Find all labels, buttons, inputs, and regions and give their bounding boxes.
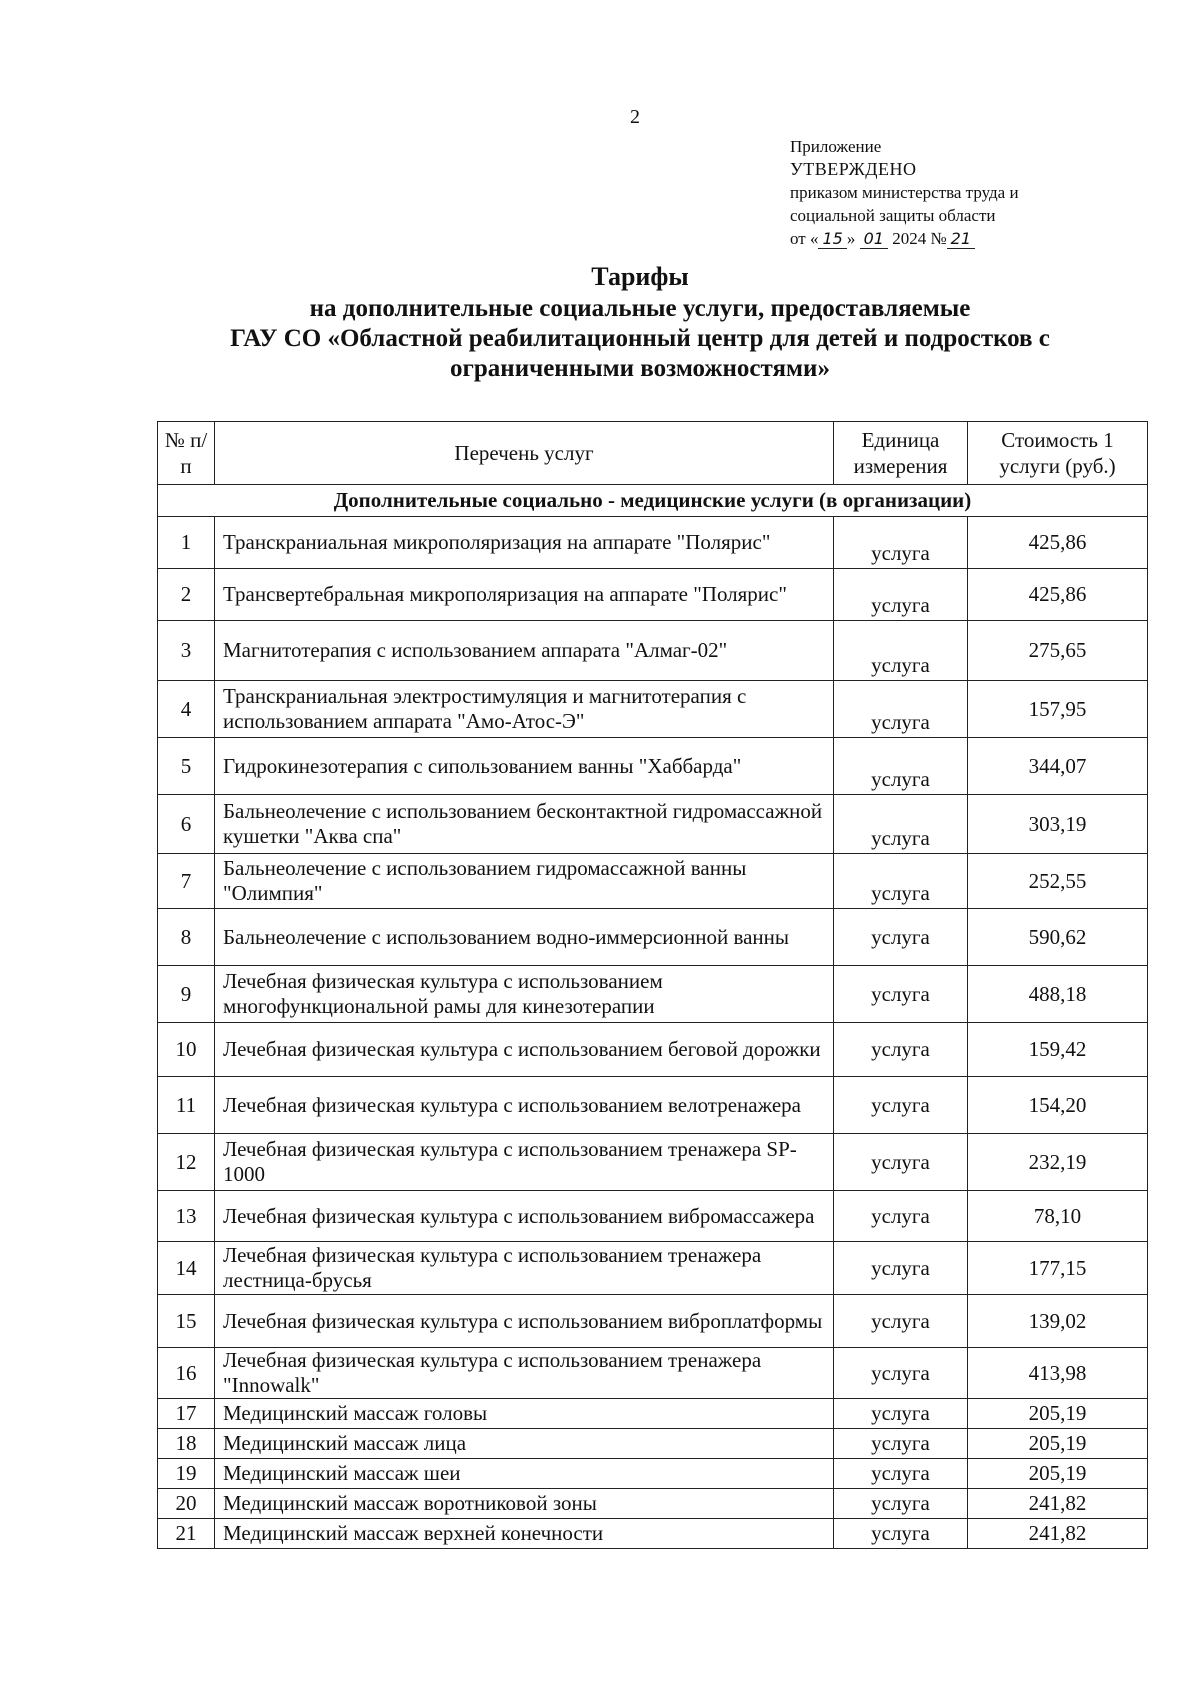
row-service-name: Лечебная физическая культура с использованием тренажера лестница-брусья <box>215 1242 834 1295</box>
row-cost: 488,18 <box>968 966 1148 1023</box>
row-num: 20 <box>158 1489 215 1519</box>
title-main: Тарифы <box>591 262 689 291</box>
date-prefix: от « <box>790 229 819 248</box>
row-unit: услуга <box>834 1399 968 1429</box>
row-cost: 159,42 <box>968 1023 1148 1077</box>
row-cost: 275,65 <box>968 621 1148 681</box>
row-cost: 241,82 <box>968 1489 1148 1519</box>
table-row <box>158 1023 1148 1077</box>
row-service-name: Транскраниальная электростимуляция и магнитотерапия с использованием аппарата "Амо-Атос-Э" <box>215 681 834 738</box>
row-service-name: Транскраниальная микрополяризация на аппарате "Полярис" <box>215 517 834 569</box>
row-service-name: Медицинский массаж воротниковой зоны <box>215 1489 834 1519</box>
table-row <box>158 1489 1148 1519</box>
row-unit: услуга <box>834 1023 968 1077</box>
table-row <box>158 1399 1148 1429</box>
row-unit: услуга <box>834 966 968 1023</box>
row-num: 11 <box>158 1077 215 1134</box>
row-cost: 232,19 <box>968 1134 1148 1191</box>
row-num: 14 <box>158 1242 215 1295</box>
table-row <box>158 854 1148 909</box>
table-row <box>158 1242 1148 1295</box>
row-service-name: Лечебная физическая культура с использованием беговой дорожки <box>215 1023 834 1077</box>
row-unit: услуга <box>834 1191 968 1242</box>
table-row <box>158 795 1148 854</box>
row-service-name: Лечебная физическая культура с использованием вибромассажера <box>215 1191 834 1242</box>
row-num: 7 <box>158 854 215 909</box>
table-row <box>158 1519 1148 1549</box>
row-unit: услуга <box>834 569 968 621</box>
order-line: приказом министерства труда и <box>790 183 1019 202</box>
row-num: 8 <box>158 909 215 966</box>
appendix-label: Приложение <box>790 137 882 156</box>
header-name: Перечень услуг <box>215 422 834 485</box>
row-cost: 425,86 <box>968 517 1148 569</box>
section-title: Дополнительные социально - медицинские услуги (в организации) <box>158 485 1148 517</box>
row-unit: услуга <box>834 621 968 681</box>
row-service-name: Бальнеолечение с использованием водно-иммерсионной ванны <box>215 909 834 966</box>
row-num: 3 <box>158 621 215 681</box>
document-title <box>100 262 1180 384</box>
row-num: 4 <box>158 681 215 738</box>
row-num: 5 <box>158 738 215 795</box>
table-row <box>158 1459 1148 1489</box>
table-row <box>158 909 1148 966</box>
row-num: 15 <box>158 1295 215 1348</box>
row-service-name: Лечебная физическая культура с использованием тренажера "Innowalk" <box>215 1348 834 1399</box>
row-cost: 157,95 <box>968 681 1148 738</box>
table-row <box>158 1191 1148 1242</box>
row-num: 10 <box>158 1023 215 1077</box>
approved-label: УТВЕРЖДЕНО <box>790 159 917 179</box>
row-unit: услуга <box>834 681 968 738</box>
tariffs-table <box>157 421 1148 1549</box>
title-line-2: на дополнительные социальные услуги, предоставляемые <box>309 295 971 322</box>
order-date-line <box>790 227 1019 250</box>
table-row <box>158 1295 1148 1348</box>
row-num: 13 <box>158 1191 215 1242</box>
handwritten-month: 01 <box>860 229 888 249</box>
row-cost: 154,20 <box>968 1077 1148 1134</box>
row-cost: 139,02 <box>968 1295 1148 1348</box>
table-row <box>158 569 1148 621</box>
row-unit: услуга <box>834 1459 968 1489</box>
approval-block <box>790 135 1019 250</box>
row-unit: услуга <box>834 1295 968 1348</box>
row-cost: 205,19 <box>968 1429 1148 1459</box>
table-row <box>158 1429 1148 1459</box>
title-line-4: ограниченными возможностями» <box>450 355 830 382</box>
row-num: 2 <box>158 569 215 621</box>
row-unit: услуга <box>834 1348 968 1399</box>
table-row <box>158 517 1148 569</box>
row-unit: услуга <box>834 738 968 795</box>
row-unit: услуга <box>834 1242 968 1295</box>
row-cost: 303,19 <box>968 795 1148 854</box>
date-mid: » <box>846 229 856 248</box>
table-row <box>158 681 1148 738</box>
row-service-name: Лечебная физическая культура с использованием виброплатформы <box>215 1295 834 1348</box>
row-num: 6 <box>158 795 215 854</box>
table-row <box>158 738 1148 795</box>
handwritten-day: 15 <box>818 229 846 249</box>
row-unit: услуга <box>834 1077 968 1134</box>
row-cost: 413,98 <box>968 1348 1148 1399</box>
row-cost: 425,86 <box>968 569 1148 621</box>
row-unit: услуга <box>834 1519 968 1549</box>
table-header-row <box>158 422 1148 485</box>
row-service-name: Медицинский массаж лица <box>215 1429 834 1459</box>
table-row <box>158 1077 1148 1134</box>
row-service-name: Медицинский массаж шеи <box>215 1459 834 1489</box>
row-cost: 78,10 <box>968 1191 1148 1242</box>
row-num: 18 <box>158 1429 215 1459</box>
row-cost: 205,19 <box>968 1399 1148 1429</box>
row-service-name: Лечебная физическая культура с использованием тренажера SP-1000 <box>215 1134 834 1191</box>
row-unit: услуга <box>834 517 968 569</box>
row-cost: 205,19 <box>968 1459 1148 1489</box>
page-number: 2 <box>630 106 640 128</box>
row-service-name: Лечебная физическая культура с использованием многофункциональной рамы для кинезотерапии <box>215 966 834 1023</box>
row-cost: 241,82 <box>968 1519 1148 1549</box>
row-num: 12 <box>158 1134 215 1191</box>
row-cost: 252,55 <box>968 854 1148 909</box>
row-num: 16 <box>158 1348 215 1399</box>
header-unit: Единица измерения <box>834 422 968 485</box>
header-num: № п/п <box>158 422 215 485</box>
row-unit: услуга <box>834 909 968 966</box>
row-unit: услуга <box>834 1429 968 1459</box>
row-num: 9 <box>158 966 215 1023</box>
row-service-name: Медицинский массаж головы <box>215 1399 834 1429</box>
header-cost: Стоимость 1 услуги (руб.) <box>968 422 1148 485</box>
row-cost: 590,62 <box>968 909 1148 966</box>
row-service-name: Бальнеолечение с использованием бесконтактной гидромассажной кушетки "Аква спа" <box>215 795 834 854</box>
table-row <box>158 966 1148 1023</box>
row-num: 1 <box>158 517 215 569</box>
row-unit: услуга <box>834 854 968 909</box>
row-service-name: Трансвертебральная микрополяризация на аппарате "Полярис" <box>215 569 834 621</box>
row-unit: услуга <box>834 795 968 854</box>
row-num: 17 <box>158 1399 215 1429</box>
row-cost: 177,15 <box>968 1242 1148 1295</box>
row-unit: услуга <box>834 1134 968 1191</box>
handwritten-number: 21 <box>947 229 975 249</box>
row-service-name: Гидрокинезотерапия с сипользованием ванны "Хаббарда" <box>215 738 834 795</box>
table-row <box>158 621 1148 681</box>
title-line-3: ГАУ СО «Областной реабилитационный центр для детей и подростков с <box>230 325 1050 352</box>
table-row <box>158 1134 1148 1191</box>
section-row <box>158 485 1148 517</box>
row-num: 19 <box>158 1459 215 1489</box>
order-year: 2024 <box>892 229 927 248</box>
row-service-name: Бальнеолечение с использованием гидромассажной ванны "Олимпия" <box>215 854 834 909</box>
row-num: 21 <box>158 1519 215 1549</box>
ministry-line: социальной защиты области <box>790 206 996 225</box>
row-cost: 344,07 <box>968 738 1148 795</box>
row-service-name: Лечебная физическая культура с использованием велотренажера <box>215 1077 834 1134</box>
row-service-name: Медицинский массаж верхней конечности <box>215 1519 834 1549</box>
row-service-name: Магнитотерапия с использованием аппарата "Алмаг-02" <box>215 621 834 681</box>
table-row <box>158 1348 1148 1399</box>
number-prefix: № <box>930 229 947 248</box>
row-unit: услуга <box>834 1489 968 1519</box>
